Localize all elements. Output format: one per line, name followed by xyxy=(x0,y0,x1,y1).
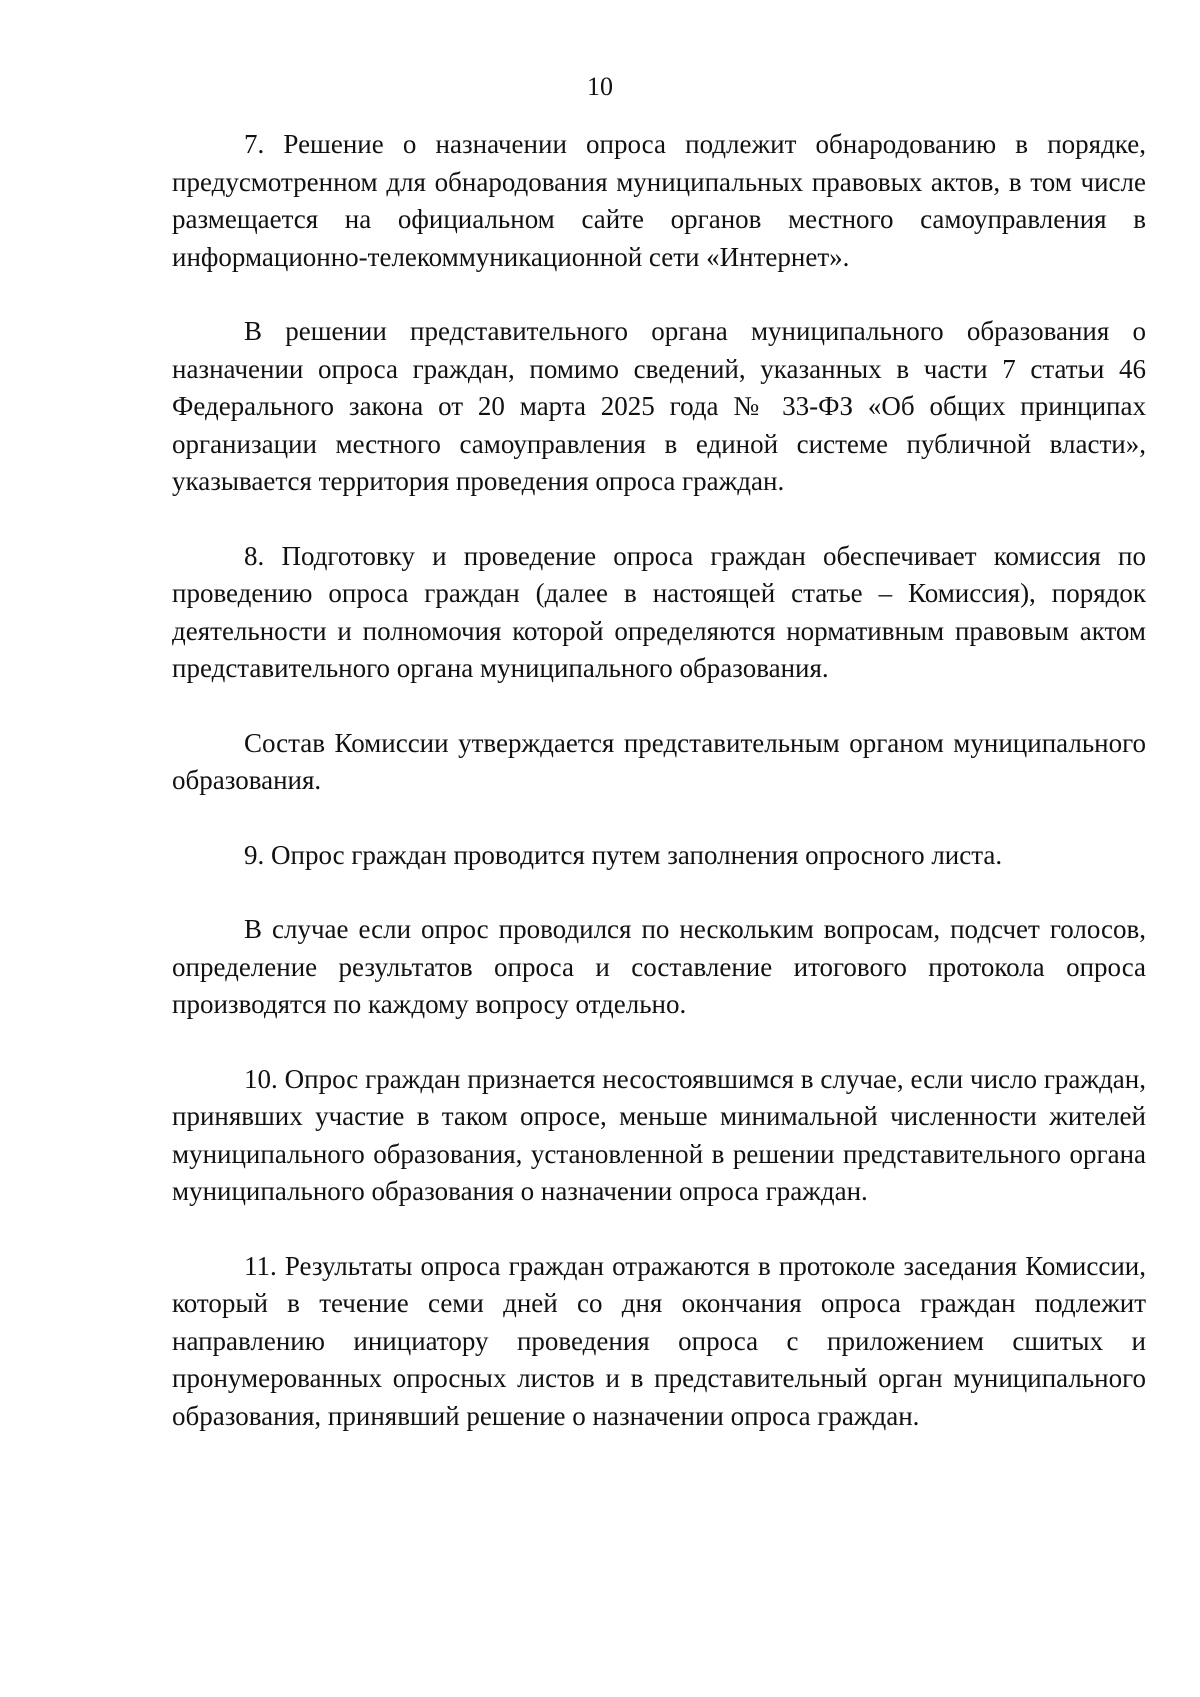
paragraph-11: 11. Результаты опроса граждан отражаются в протоколе заседания Комиссии, который в течение семи дней со дня окончания опроса граждан подлежит направлению инициатору проведения опроса с приложением сшитых и пронумерованных опросных листов и в представительный орган муниципального образования, принявший решение о назначении опроса граждан. xyxy=(172,1250,1146,1431)
paragraph-8-commission-composition: Состав Комиссии утверждается представительным органом муниципального образования. xyxy=(172,727,1146,795)
paragraph-10: 10. Опрос граждан признается несостоявшимся в случае, если число граждан, принявших участие в таком опросе, меньше минимальной численности жителей муниципального образования, установленной в решении представительного органа муниципального образования о назначении опроса граждан. xyxy=(172,1063,1146,1206)
paragraph-9: 9. Опрос граждан проводится путем заполнения опросного листа. xyxy=(244,839,1003,870)
paragraph-8: 8. Подготовку и проведение опроса граждан обеспечивает комиссия по проведению опроса граждан (далее в настоящей статье – Комиссия), порядок деятельности и полномочия которой определяются нормативным правовым актом представительного органа муниципального образования. xyxy=(172,540,1146,683)
page-number: 10 xyxy=(587,72,613,101)
document-body xyxy=(172,126,1146,1435)
paragraph-7-decision-content: В решении представительного органа муниципального образования о назначении опроса граждан, помимо сведений, указанных в части 7 статьи 46 Федерального закона от 20 марта 2025 года № 33-ФЗ «Об общих принципах организации местного самоуправления в единой системе публичной власти», указывается территория проведения опроса граждан. xyxy=(172,316,1146,496)
paragraph-9-vote-counting: В случае если опрос проводился по нескольким вопросам, подсчет голосов, определение результатов опроса и составление итогового протокола опроса производятся по каждому вопросу отдельно. xyxy=(172,914,1146,1019)
paragraph-7: 7. Решение о назначении опроса подлежит обнародованию в порядке, предусмотренном для обнародования муниципальных правовых актов, в том числе размещается на официальном сайте органов местного самоуправления в информационно-телекоммуникационной сети «Интернет». xyxy=(172,129,1146,272)
